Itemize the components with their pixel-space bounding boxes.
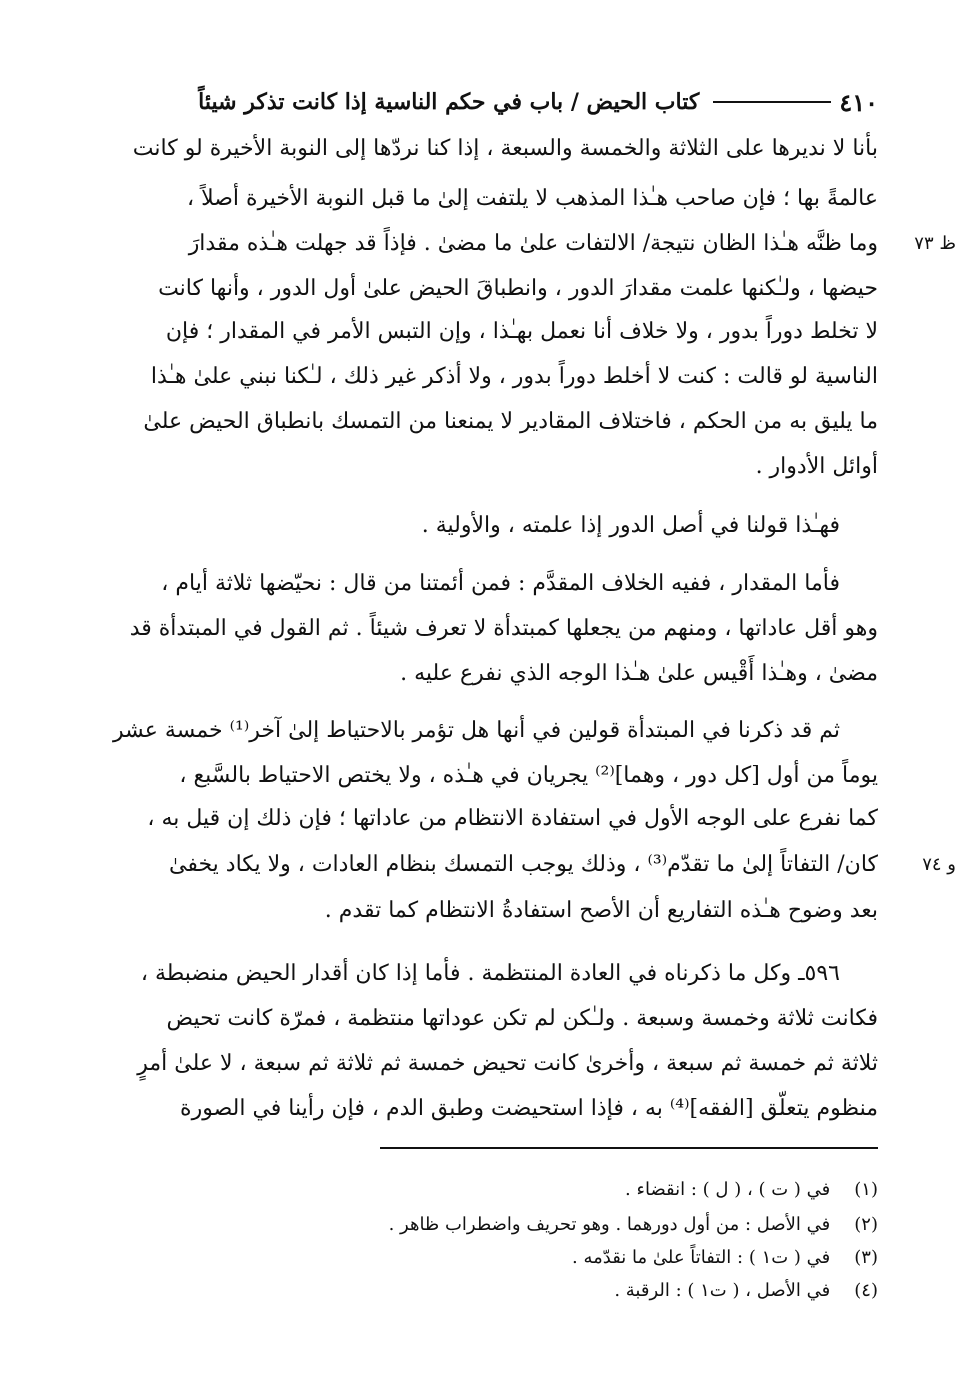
text-line: حيضها ، ولـٰكنها علمت مقدارَ الدور ، وانطباقَ الحيض علىٰ أول الدور ، وأنها كانت xyxy=(158,276,878,301)
margin-marker: ظ ٧٣ xyxy=(914,233,956,254)
footnote-number: (٣) xyxy=(854,1247,878,1268)
text-line: بأنا لا نديرها على الثلاثة والخمسة والسبعة ، إذا كنا نردّها إلى النوبة الأخيرة لو كانت xyxy=(132,136,878,161)
footnote-number: (١) xyxy=(854,1179,878,1200)
text-line: ما يليق به من الحكم ، فاختلاف المقادير لا يمنعنا من التمسك بانطباق الحيض علىٰ xyxy=(143,409,878,434)
text-line: منظوم يتعلّق [الفقه]⁽⁴⁾ به ، فإذا استحيضت وطبق الدم ، فإن رأينا في الصورة xyxy=(180,1096,878,1121)
text-line: فكانت ثلاثة وخمسة وسبعة . ولـٰكن لم تكن عوداتها منتظمة ، فمرّة كانت تحيض xyxy=(166,1006,878,1031)
page-header xyxy=(98,84,878,120)
text-line: كما نفرع على الوجه الأول في استفادة الانتظام من عاداتها ؛ فإن ذلك إن قيل به ، xyxy=(147,806,878,831)
text-line: ثلاثة ثم خمسة ثم سبعة ، وأخرىٰ كانت تحيض خمسة ثم ثلاثة ثم سبعة ، لا علىٰ أمرٍ xyxy=(137,1051,878,1076)
footnote xyxy=(300,1243,878,1273)
text-line: كان/ التفاتاً إلىٰ ما تقدّم⁽³⁾ ، وذلك يوجب التمسك بنظام العادات ، ولا يكاد يخفىٰ xyxy=(169,852,878,877)
text-line: فأما المقدار ، ففيه الخلاف المقدَّم : فمن أئمتنا من قال : نحيّضها ثلاثة أيام ، xyxy=(161,571,840,596)
footnote xyxy=(300,1276,878,1306)
text-line: بعد وضوح هـٰذه التفاريع أن الأصح استفادةُ الانتظام كما تقدم . xyxy=(324,898,878,923)
text-line: يوماً من أول [كل دور ، وهما]⁽²⁾ يجريان في هـٰذه ، ولا يختص الاحتياط بالسَّبع ، xyxy=(179,763,878,788)
page-number: ٤١٠ xyxy=(839,87,878,117)
running-title: كتاب الحيض / باب في حكم الناسية إذا كانت تذكر شيئاً xyxy=(198,89,700,115)
footnote-text: في ( ت ) ، ( ل ) : انقضاء . xyxy=(625,1179,831,1200)
text-line: الناسية لو قالت : كنت لا أخلط دوراً بدور ، ولا أذكر غير ذلك ، لـٰكنا نبني علىٰ هـٰذا xyxy=(150,364,878,389)
footnote-text: في الأصل ، ( ت١ ) : الرقبة . xyxy=(614,1280,831,1301)
text-line: مضىٰ ، وهـٰذا أَقْيس علىٰ هـٰذا الوجه الذي نفرع عليه . xyxy=(400,661,878,686)
text-line: وما ظنَّه هـٰذا الظان نتيجة/ الالتفات علىٰ ما مضىٰ . فإذاً قد جهلت هـٰذه مقدارَ xyxy=(188,231,878,256)
text-line: فهـٰذا قولنا في أصل الدور إذا علمته ، والأولية . xyxy=(421,513,840,538)
text-line: ٥٩٦ـ وكل ما ذكرناه في العادة المنتظمة . فأما إذا كان أقدار الحيض منضبطة ، xyxy=(140,961,840,986)
footnote xyxy=(300,1210,878,1240)
text-line: ثم قد ذكرنا في المبتدأة قولين في أنها هل تؤمر بالاحتياط إلىٰ آخر⁽¹⁾ خمسة عشر xyxy=(113,718,840,743)
text-line: لا تخلط دوراً بدور ، ولا خلاف أنا نعمل بهـٰذا ، وإن التبس الأمر في المقدار ؛ فإن xyxy=(165,319,878,344)
text-line: وهو أقل عاداتها ، ومنهم من يجعلها كمبتدأة لا تعرف شيئاً . ثم القول في المبتدأة قد xyxy=(129,616,878,641)
header-rule xyxy=(713,101,831,103)
footnote-text: في الأصل : من أول دورهما . وهو تحريف واضطراب ظاهر . xyxy=(388,1214,831,1235)
footnote-text: في ( ت١ ) : التفاتاً علىٰ ما نقدّمه . xyxy=(572,1247,831,1268)
margin-marker: و ٧٤ xyxy=(922,854,956,875)
footnote xyxy=(300,1175,878,1205)
footnote-number: (٤) xyxy=(854,1280,878,1301)
text-line: أوائل الأدوار . xyxy=(755,454,878,479)
text-line: عالمةً بها ؛ فإن صاحب هـٰذا المذهب لا يلتفت إلىٰ ما قبل النوبة الأخيرة أصلاً ، xyxy=(187,186,878,211)
footnote-separator xyxy=(380,1147,878,1149)
footnote-number: (٢) xyxy=(854,1214,878,1235)
